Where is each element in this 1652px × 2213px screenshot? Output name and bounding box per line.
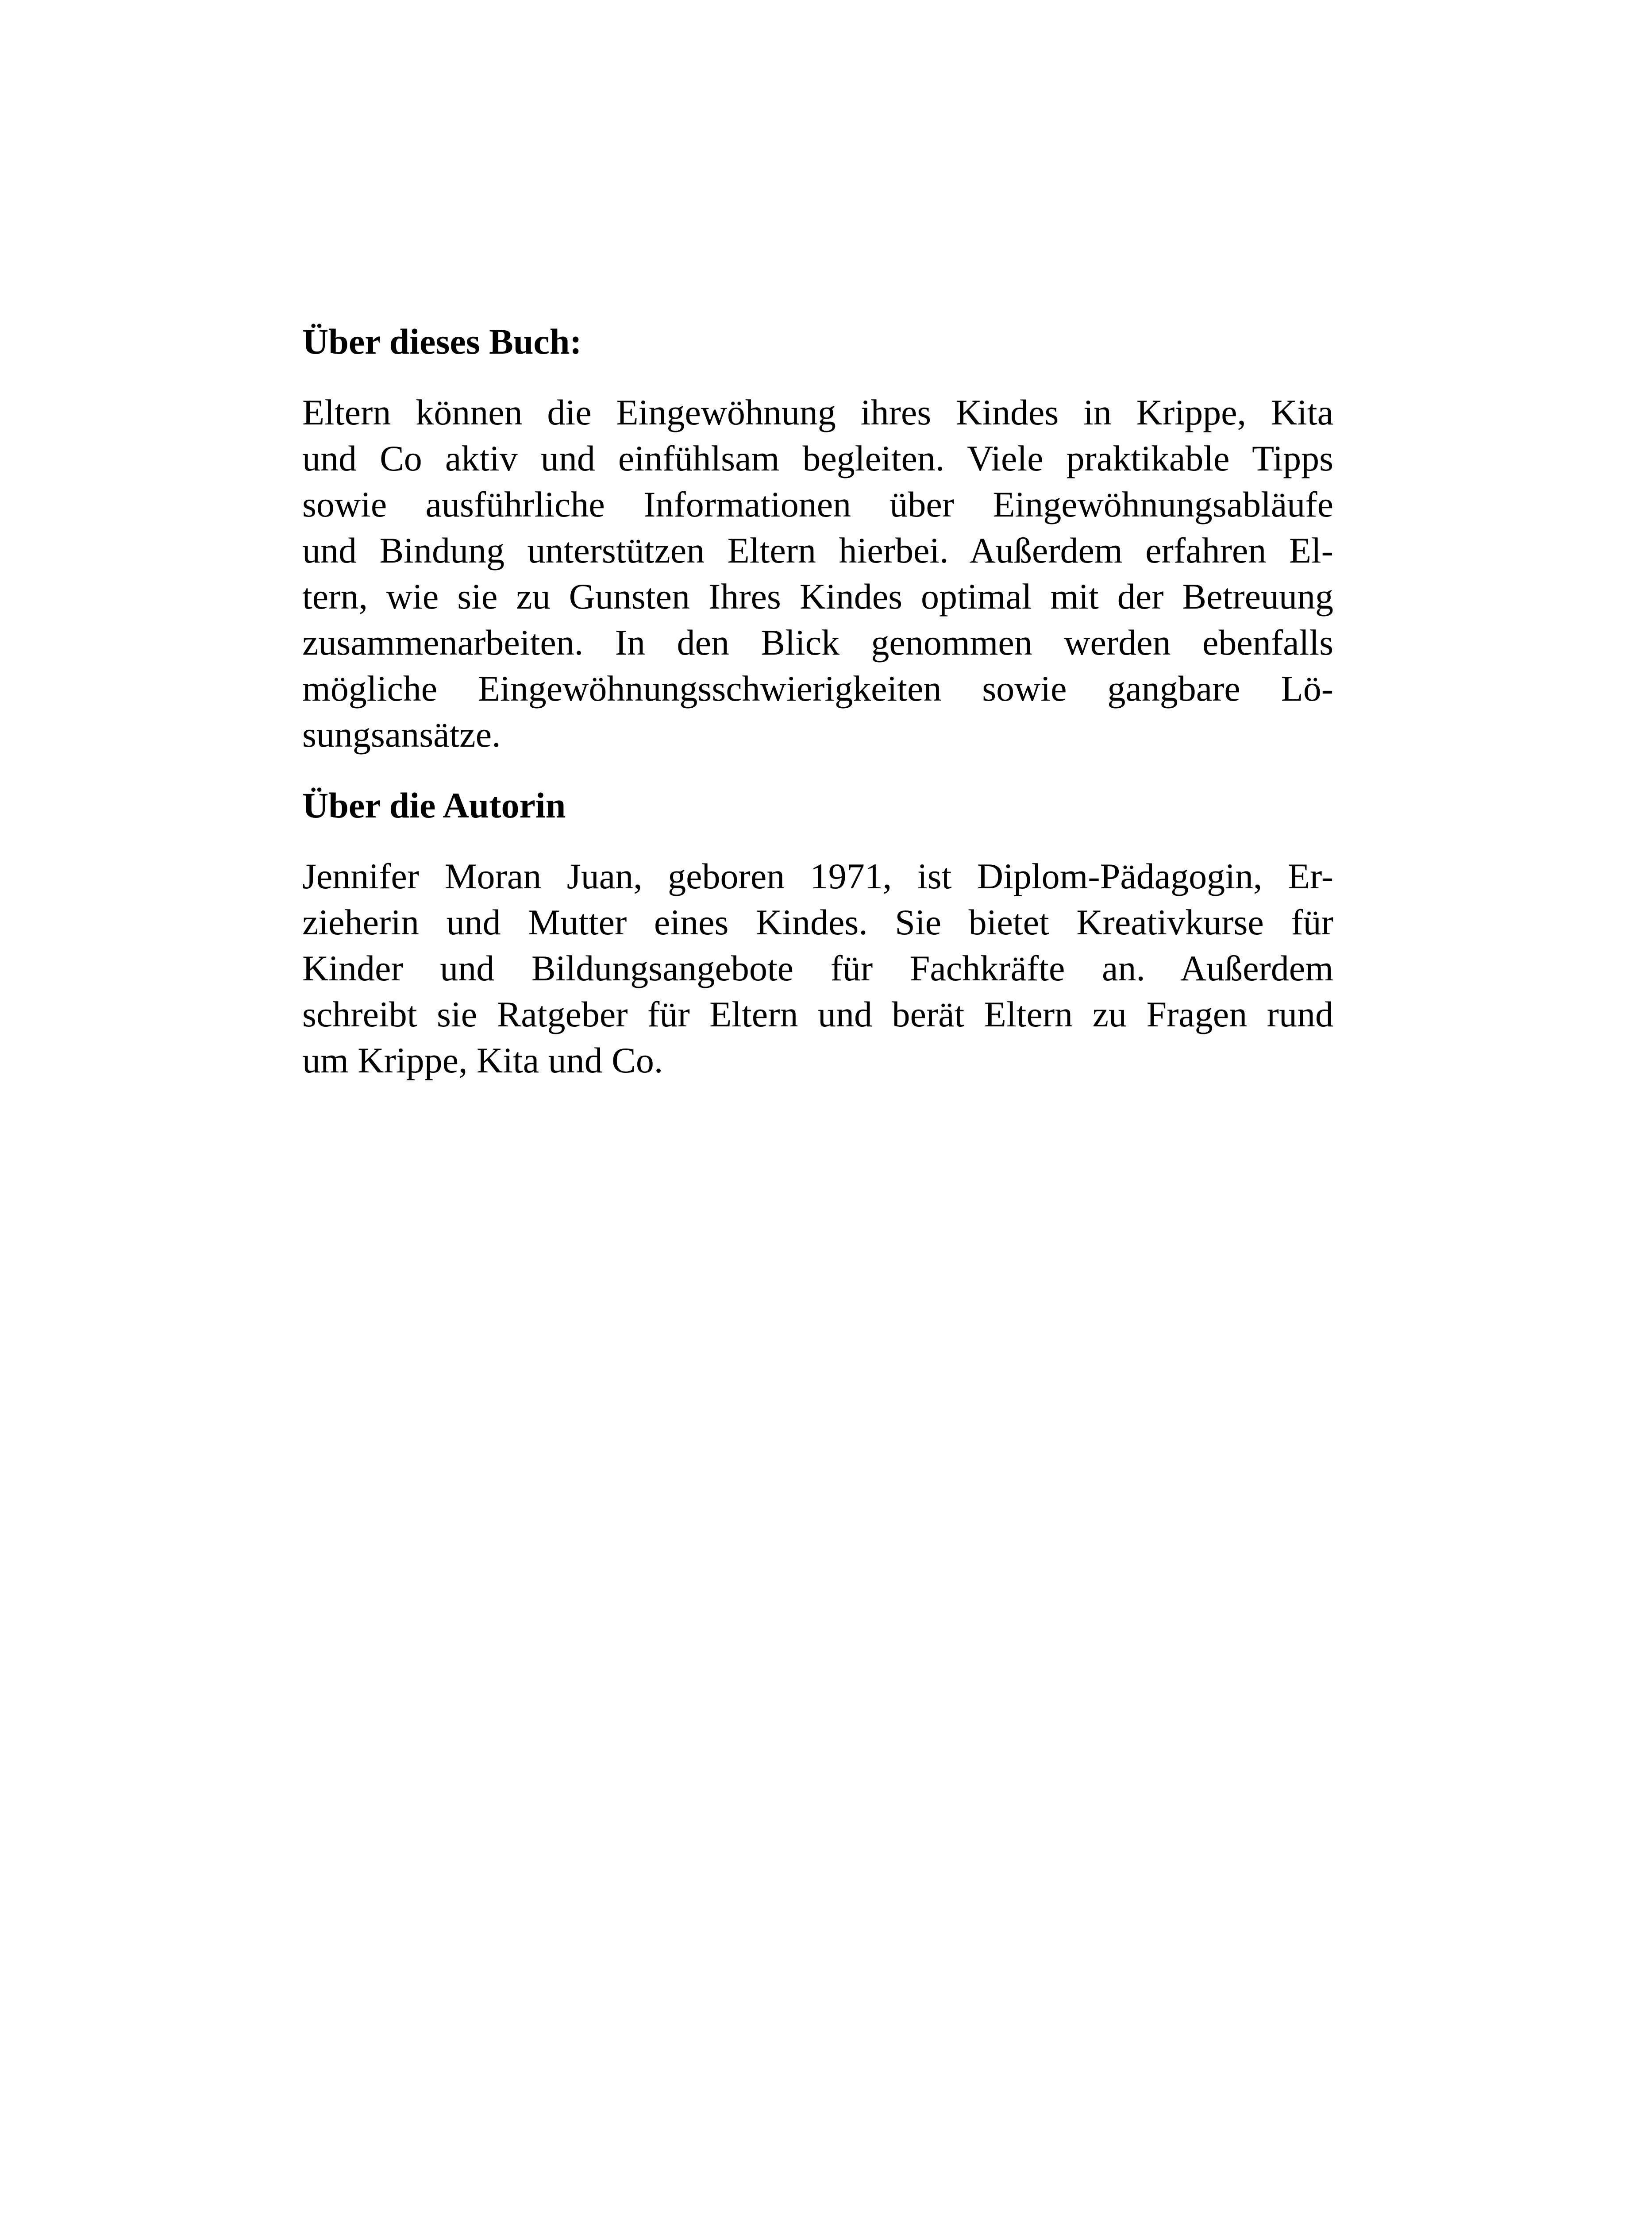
author-bio xyxy=(302,853,1333,1083)
page-content xyxy=(302,319,1333,1108)
author-bio-line: um Krippe, Kita und Co. xyxy=(302,1040,663,1080)
book-description-line: tern, wie sie zu Gunsten Ihres Kindes optimal mit der Betreuung xyxy=(302,576,1333,617)
book-description-line: und Co aktiv und einfühlsam begleiten. Viele praktikable Tipps xyxy=(302,438,1333,478)
book-description xyxy=(302,389,1333,758)
author-heading: Über die Autorin xyxy=(302,785,566,825)
book-description-line: sungsansätze. xyxy=(302,714,501,755)
book-description-line: Eltern können die Eingewöhnung ihres Kindes in Krippe, Kita xyxy=(302,392,1333,432)
book-heading: Über dieses Buch: xyxy=(302,321,582,362)
author-bio-line: Jennifer Moran Juan, geboren 1971, ist Diplom-Pädagogin, Er- xyxy=(302,856,1333,896)
author-bio-line: Kinder und Bildungsangebote für Fachkräfte an. Außerdem xyxy=(302,948,1333,988)
book-description-line: sowie ausführliche Informationen über Eingewöhnungsabläufe xyxy=(302,484,1333,524)
author-bio-line: schreibt sie Ratgeber für Eltern und berät Eltern zu Fragen rund xyxy=(302,994,1333,1034)
author-bio-line: zieherin und Mutter eines Kindes. Sie bietet Kreativkurse für xyxy=(302,902,1333,942)
book-description-line: und Bindung unterstützen Eltern hierbei. Außerdem erfahren El- xyxy=(302,530,1333,571)
book-description-line: zusammenarbeiten. In den Blick genommen werden ebenfalls xyxy=(302,622,1333,663)
book-description-line: mögliche Eingewöhnungsschwierigkeiten sowie gangbare Lö- xyxy=(302,668,1333,709)
